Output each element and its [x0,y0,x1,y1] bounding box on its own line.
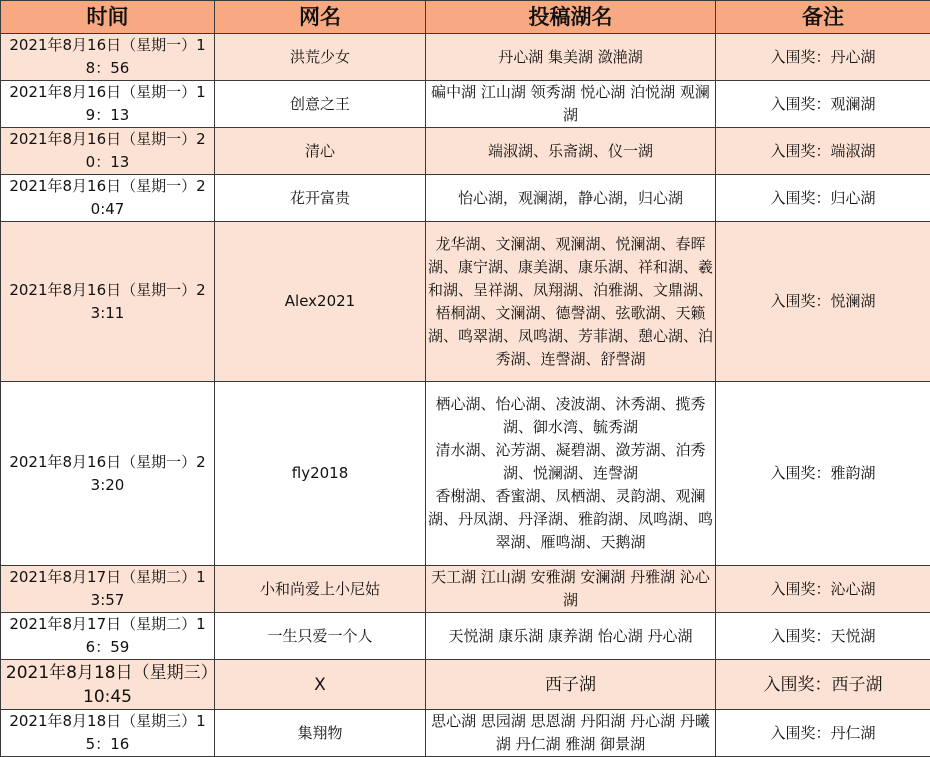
cell-lake-names: 端淑湖、乐斋湖、仪一湖 [426,128,716,175]
header-lake-names: 投稿湖名 [426,1,716,34]
table-row [1,175,930,222]
cell-remark: 入围奖：观澜湖 [716,81,930,128]
cell-time: 2021年8月17日（星期二）13:57 [1,566,215,613]
cell-time: 2021年8月16日（星期一）23:20 [1,382,215,566]
cell-username: 洪荒少女 [215,34,426,81]
cell-username: 小和尚爱上小尼姑 [215,566,426,613]
cell-remark: 入围奖：悦澜湖 [716,222,930,382]
cell-lake-names: 怡心湖，观澜湖，静心湖，归心湖 [426,175,716,222]
header-row [1,1,930,34]
cell-remark: 入围奖：丹心湖 [716,34,930,81]
cell-lake-names: 西子湖 [426,660,716,710]
table-row [1,222,930,382]
table-row [1,128,930,175]
cell-lake-names: 天悦湖 康乐湖 康养湖 怡心湖 丹心湖 [426,613,716,660]
cell-lake-names: 思心湖 思园湖 思恩湖 丹阳湖 丹心湖 丹曦湖 丹仁湖 雅湖 御景湖 [426,710,716,757]
cell-lake-names: 天工湖 江山湖 安雅湖 安澜湖 丹雅湖 沁心湖 [426,566,716,613]
cell-remark: 入围奖：归心湖 [716,175,930,222]
cell-username: fly2018 [215,382,426,566]
table-row [1,660,930,710]
cell-remark: 入围奖：雅韵湖 [716,382,930,566]
table-row [1,613,930,660]
cell-remark: 入围奖：丹仁湖 [716,710,930,757]
table-row [1,566,930,613]
cell-lake-names: 龙华湖、文澜湖、观澜湖、悦澜湖、春晖湖、康宁湖、康美湖、康乐湖、祥和湖、羲和湖、呈祥湖、凤翔湖、泊雅湖、文鼎湖、梧桐湖、文澜湖、德謦湖、弦歌湖、天籁湖、鸣翠湖、凤鸣湖、芳菲湖、憩心湖、泊秀湖、连謦湖、舒謦湖 [426,222,716,382]
cell-time: 2021年8月16日（星期一）23:11 [1,222,215,382]
cell-remark: 入围奖：西子湖 [716,660,930,710]
cell-time: 2021年8月16日（星期一）18：56 [1,34,215,81]
table-row [1,34,930,81]
cell-time: 2021年8月16日（星期一）20:47 [1,175,215,222]
table-row [1,81,930,128]
cell-username: 集翔物 [215,710,426,757]
cell-username: 一生只爱一个人 [215,613,426,660]
table-row [1,382,930,566]
header-username: 网名 [215,1,426,34]
cell-lake-names: 丹心湖 集美湖 潋滟湖 [426,34,716,81]
cell-remark: 入围奖：端淑湖 [716,128,930,175]
cell-username: Alex2021 [215,222,426,382]
header-remarks: 备注 [716,1,930,34]
cell-username: 创意之王 [215,81,426,128]
table-row [1,710,930,757]
cell-time: 2021年8月17日（星期二）16：59 [1,613,215,660]
cell-lake-names: 碥中湖 江山湖 领秀湖 悦心湖 泊悦湖 观澜湖 [426,81,716,128]
cell-time: 2021年8月18日（星期三）10:45 [1,660,215,710]
header-time: 时间 [1,1,215,34]
cell-time: 2021年8月16日（星期一）20：13 [1,128,215,175]
cell-time: 2021年8月16日（星期一）19：13 [1,81,215,128]
cell-username: X [215,660,426,710]
cell-remark: 入围奖：沁心湖 [716,566,930,613]
cell-remark: 入围奖：天悦湖 [716,613,930,660]
cell-username: 清心 [215,128,426,175]
cell-username: 花开富贵 [215,175,426,222]
cell-time: 2021年8月18日（星期三）15：16 [1,710,215,757]
cell-lake-names: 栖心湖、怡心湖、凌波湖、沐秀湖、揽秀湖、御水湾、毓秀湖 清水湖、沁芳湖、凝碧湖、潋芳湖、泊秀湖、悦澜湖、连謦湖 香榭湖、香蜜湖、凤栖湖、灵韵湖、观澜湖、丹凤湖、丹泽湖、雅韵湖、凤鸣湖、鸣翠湖、雁鸣湖、天鹅湖 [426,382,716,566]
